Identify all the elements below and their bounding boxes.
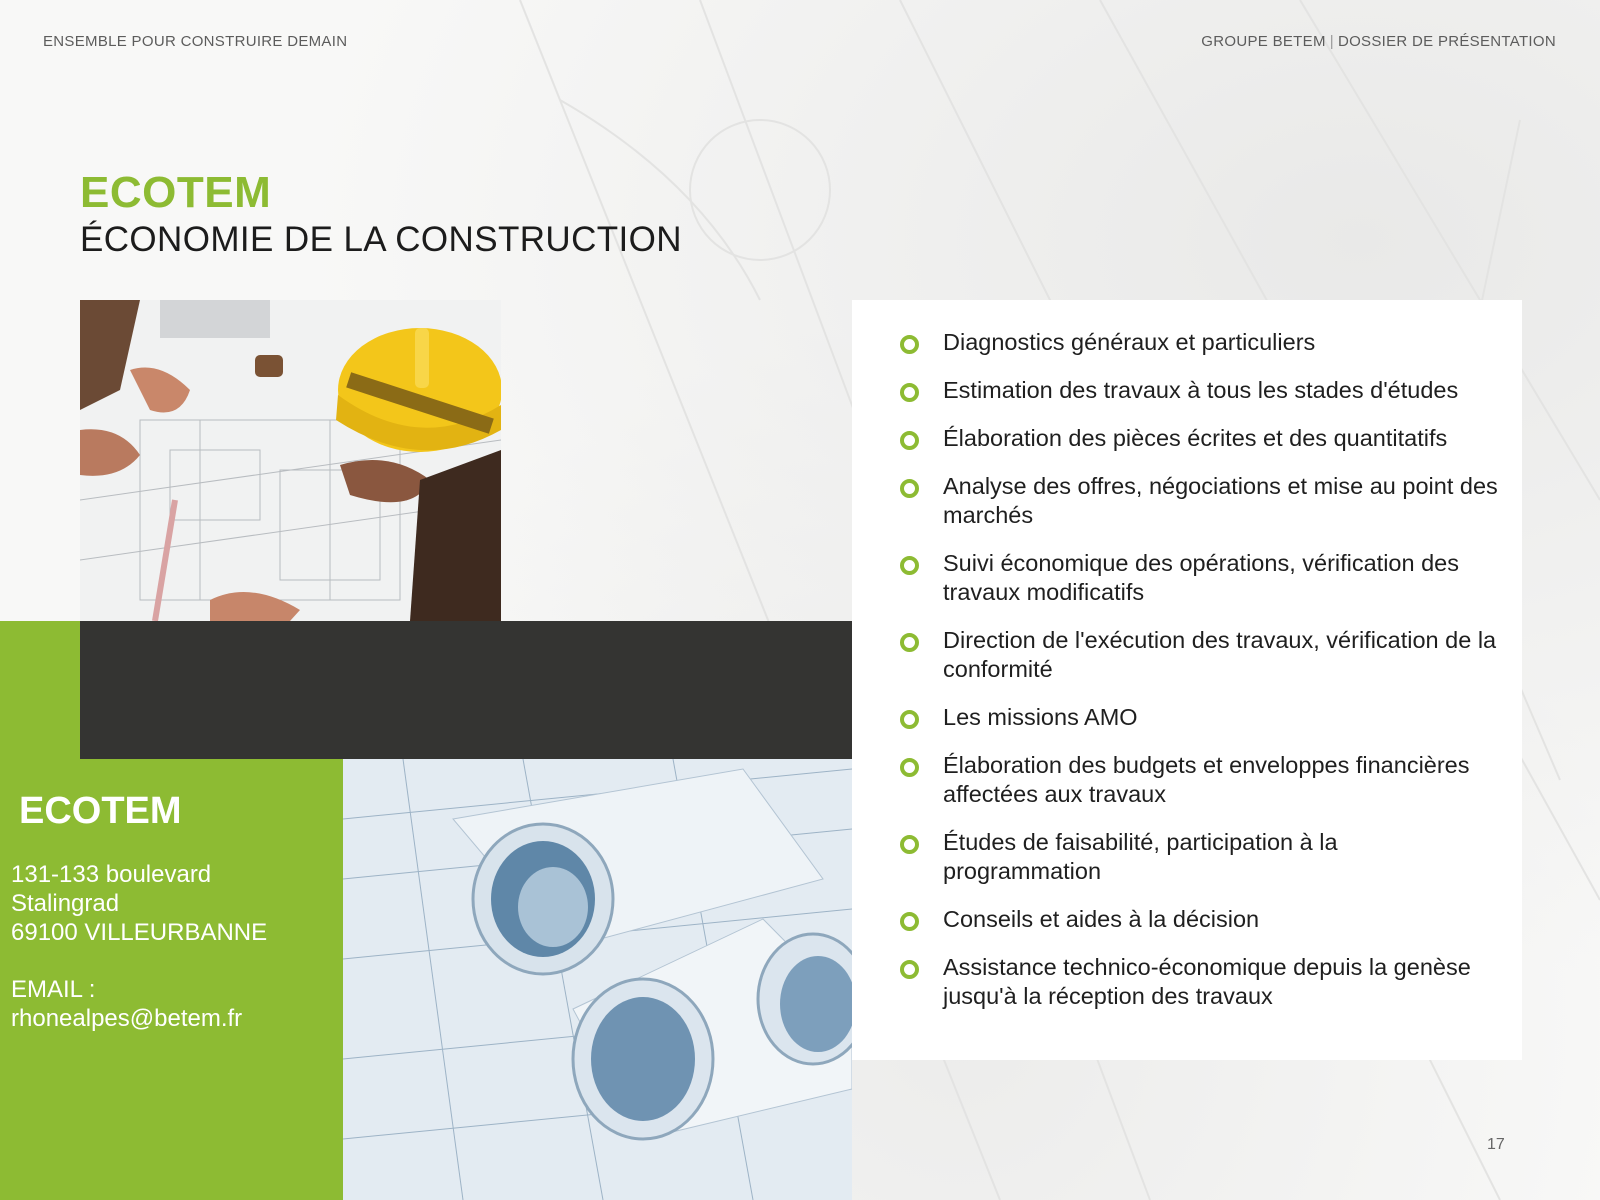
service-item: Analyse des offres, négociations et mise au point des marchés <box>900 472 1500 530</box>
bullet-circle-icon <box>900 633 919 652</box>
header-document-info <box>1201 33 1556 50</box>
service-item: Suivi économique des opérations, vérification des travaux modificatifs <box>900 549 1500 607</box>
services-list <box>900 328 1500 1030</box>
service-item: Élaboration des budgets et enveloppes financières affectées aux travaux <box>900 751 1500 809</box>
service-item: Études de faisabilité, participation à la programmation <box>900 828 1500 886</box>
address-line-2: Stalingrad <box>11 890 120 917</box>
services-card <box>852 300 1522 1060</box>
page-title: ECOTEM <box>80 168 272 217</box>
photo-rolled-blueprints <box>343 759 852 1200</box>
bullet-circle-icon <box>900 479 919 498</box>
page-number: 17 <box>1487 1136 1505 1153</box>
header-document-title: DOSSIER DE PRÉSENTATION <box>1337 33 1556 50</box>
header-separator: | <box>1329 33 1334 50</box>
service-item: Assistance technico-économique depuis la genèse jusqu'à la réception des travaux <box>900 953 1500 1011</box>
bullet-circle-icon <box>900 383 919 402</box>
contact-company-name: ECOTEM <box>19 790 182 832</box>
dark-band <box>80 621 852 759</box>
bullet-circle-icon <box>900 960 919 979</box>
service-item: Conseils et aides à la décision <box>900 905 1500 934</box>
bullet-circle-icon <box>900 758 919 777</box>
service-item: Diagnostics généraux et particuliers <box>900 328 1500 357</box>
bullet-circle-icon <box>900 431 919 450</box>
service-item: Les missions AMO <box>900 703 1500 732</box>
photo-hardhat-blueprints <box>80 300 501 621</box>
service-item: Direction de l'exécution des travaux, vérification de la conformité <box>900 626 1500 684</box>
address-line-1: 131-133 boulevard <box>11 861 212 888</box>
contact-details <box>11 860 331 1033</box>
email-link[interactable]: rhonealpes@betem.fr <box>11 1005 243 1032</box>
bullet-circle-icon <box>900 556 919 575</box>
header-tagline: ENSEMBLE POUR CONSTRUIRE DEMAIN <box>43 33 348 50</box>
bullet-circle-icon <box>900 912 919 931</box>
address-line-3: 69100 VILLEURBANNE <box>11 919 268 946</box>
bullet-circle-icon <box>900 710 919 729</box>
bullet-circle-icon <box>900 335 919 354</box>
header-company: GROUPE BETEM <box>1201 33 1326 50</box>
page-subtitle: ÉCONOMIE DE LA CONSTRUCTION <box>80 220 682 259</box>
bullet-circle-icon <box>900 835 919 854</box>
service-item: Estimation des travaux à tous les stades d'études <box>900 376 1500 405</box>
email-label: EMAIL : <box>11 976 96 1003</box>
service-item: Élaboration des pièces écrites et des quantitatifs <box>900 424 1500 453</box>
